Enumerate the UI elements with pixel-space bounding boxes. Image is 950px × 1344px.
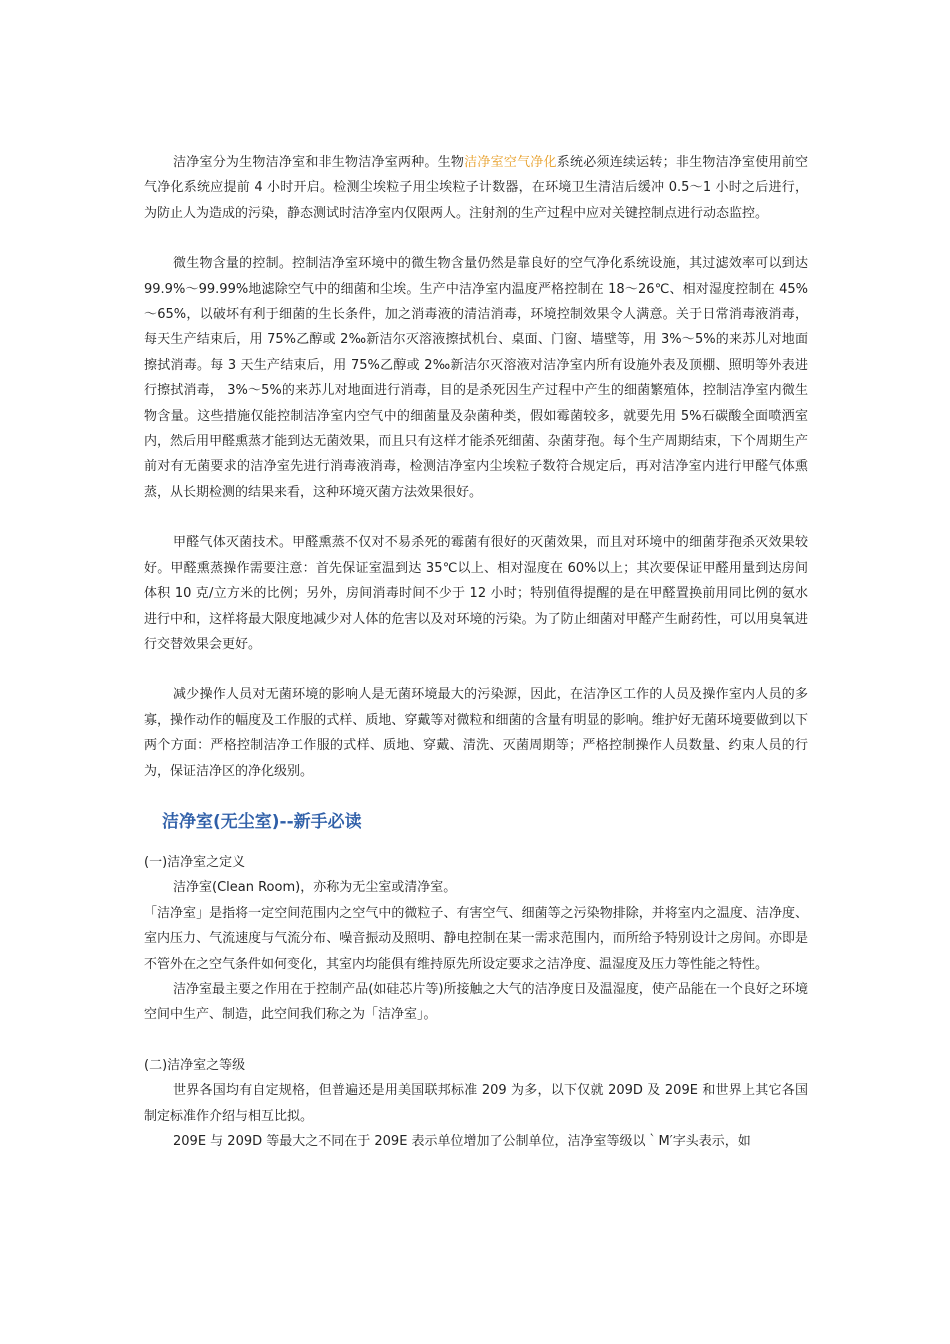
definition-title: (一)洁净室之定义	[144, 854, 246, 870]
grade-title: (二)洁净室之等级	[144, 1057, 246, 1073]
paragraph-intro	[144, 150, 808, 226]
paragraph-formaldehyde-sterilization: 甲醛气体灭菌技术。甲醛熏蒸不仅对不易杀死的霉菌有很好的灭菌效果，而且对环境中的细菌芽孢杀灭效果较好。甲醛熏蒸操作需要注意：首先保证室温到达 35℃以上、相对湿度在 60%以上；其次要保证甲醛用量到达房间体积 10 克/立方米的比例；另外，房间消毒时间不少于 12 小时；特别值得提醒的是在甲醛置换前用同比例的氨水进行中和，这样将最大限度地减少对人体的危害以及对环境的污染。为了防止细菌对甲醛产生耐药性，可以用臭氧进行交替效果会更好。	[144, 535, 808, 652]
definition-paragraph: 「洁净室」是指将一定空间范围内之空气中的微粒子、有害空气、细菌等之污染物排除，并将室内之温度、洁净度、室内压力、气流速度与气流分布、噪音振动及照明、静电控制在某一需求范围内，而所给予特别设计之房间。亦即是不管外在之空气条件如何变化，其室内均能俱有维持原先所设定要求之洁净度、温湿度及压力等性能之特性。	[144, 905, 808, 972]
document-page	[144, 150, 808, 1154]
cleanroom-air-purification-link[interactable]: 洁净室空气净化	[464, 155, 557, 170]
definition-paragraph-2: 洁净室最主要之作用在于控制产品(如硅芯片等)所接触之大气的洁净度日及温湿度，使产品能在一个良好之环境空间中生产、制造，此空间我们称之为「洁净室」。	[144, 981, 808, 1023]
section-heading: 洁净室(无尘室)--新手必读	[162, 811, 362, 832]
intro-text-before: 洁净室分为生物洁净室和非生物洁净室两种。生物	[173, 155, 465, 170]
intro-text-after: 系统必须连续运转；非生物洁净室使用前空气净化系统应提前 4 小时开启。检测尘埃粒子用尘埃粒子计数器，在环境卫生清洁后缓冲 0.5～1 小时之后进行，为防止人为造成的污染，静态测试时洁净室内仅限两人。注射剂的生产过程中应对关键控制点进行动态监控。	[144, 155, 808, 221]
paragraph-microbial-control: 微生物含量的控制。控制洁净室环境中的微生物含量仍然是靠良好的空气净化系统设施，其过滤效率可以到达 99.9%～99.99%地滤除空气中的细菌和尘埃。生产中洁净室内温度严格控制在 18～26℃、相对湿度控制在 45%～65%，以破坏有利于细菌的生长条件，加之消毒液的清洁消毒，环境控制效果令人满意。关于日常消毒液消毒，每天生产结束后，用 75%乙醇或 2‰新洁尔灭溶液擦拭机台、桌面、门窗、墙壁等，用 3%～5%的来苏儿对地面擦拭消毒。每 3 天生产结束后，用 75%乙醇或 2‰新洁尔灭溶液对洁净室内所有设施外表及顶棚、照明等外表进行擦拭消毒， 3%～5%的来苏儿对地面进行消毒，目的是杀死因生产过程中产生的细菌繁殖体，控制洁净室内微生物含量。这些措施仅能控制洁净室内空气中的细菌量及杂菌种类，假如霉菌较多，就要先用 5%石碳酸全面喷洒室内，然后用甲醛熏蒸才能到达无菌效果，而且只有这样才能杀死细菌、杂菌芽孢。每个生产周期结束，下个周期生产前对有无菌要求的洁净室先进行消毒液消毒，检测洁净室内尘埃粒子数符合规定后，再对洁净室内进行甲醛气体熏蒸，从长期检测的结果来看，这种环境灭菌方法效果很好。	[144, 256, 808, 500]
grade-paragraph-1: 世界各国均有自定规格，但普遍还是用美国联邦标准 209 为多，以下仅就 209D 及 209E 和世界上其它各国制定标准作介绍与相互比拟。	[144, 1083, 808, 1124]
paragraph-reduce-operator-impact: 减少操作人员对无菌环境的影响人是无菌环境最大的污染源，因此，在洁净区工作的人员及操作室内人员的多寡，操作动作的幅度及工作服的式样、质地、穿戴等对微粒和细菌的含量有明显的影响。维护好无菌环境要做到以下两个方面：严格控制洁净工作服的式样、质地、穿戴、清洗、灭菌周期等；严格控制操作人员数量、约束人员的行为，保证洁净区的净化级别。	[144, 687, 808, 779]
grade-paragraph-2: 209E 与 209D 等最大之不同在于 209E 表示单位增加了公制单位，洁净室等级以｀M′字头表示，如	[173, 1134, 751, 1149]
definition-line: 洁净室(Clean Room)，亦称为无尘室或清净室。	[173, 880, 457, 896]
